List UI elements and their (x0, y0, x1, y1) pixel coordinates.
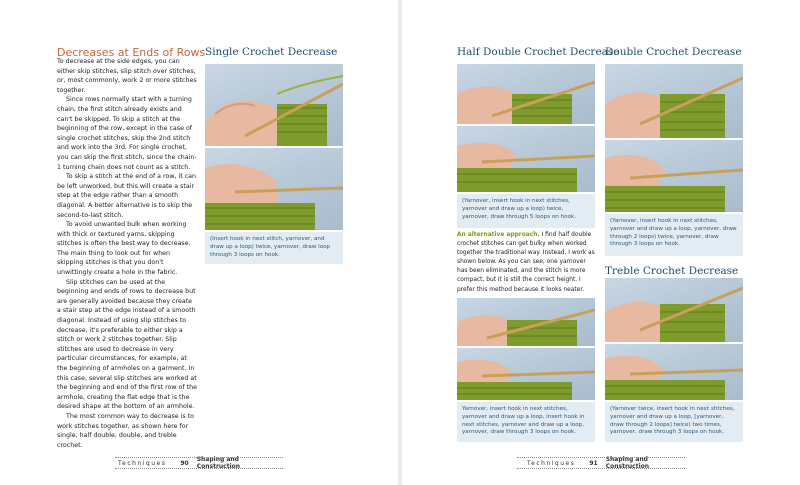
dc-caption: (Yarnover, insert hook in next stitches, yarnover and draw up a loop, yarnover, draw through 2 loops) twice, yarnover, draw through 3 loops on hook. (605, 214, 743, 256)
footer-section: Techniques (118, 459, 167, 467)
treble-heading: Treble Crochet Decrease (605, 265, 739, 277)
single-crochet-heading: Single Crochet Decrease (205, 46, 338, 58)
alt-photo-1 (457, 298, 595, 346)
body-text (57, 57, 197, 450)
footer-chapter: Shaping and Construction (605, 456, 650, 470)
paragraph: Since rows normally start with a turning chain, the first stitch already exists and can't be skipped. To skip a stitch at the beginning of the row, except in the case of single crochet stitches, skip the 2nd stitch and work into the 3rd. For single crochet, you can skip the first stitch, since the chain-1 turning chain does not count as a stitch. (57, 96, 197, 171)
dc-heading: Double Crochet Decrease (605, 46, 742, 58)
hdc-caption: (Yarnover, insert hook in next stitches, yarnover and draw up a loop) twice, yarnover, draw through 5 loops on hook. (457, 194, 595, 228)
footer-section: Techniques (527, 459, 576, 467)
hdc-photo-1 (457, 64, 595, 124)
hand-with-hook-photo (605, 344, 743, 400)
alt-photo-2 (457, 348, 595, 400)
paragraph: To decrease at the side edges, you can either skip stitches, slip stitch over stitches, or, most commonly, work 2 or more stitches together. (57, 58, 197, 94)
footer-chapter: Shaping and Construction (196, 456, 241, 470)
hand-with-hook-photo (605, 140, 743, 212)
hdc-heading: Half Double Crochet Decrease (457, 46, 620, 58)
paragraph: To skip a stitch at the end of a row, it can be left unworked, but this will create a stair step at the edge rather than a smooth diagonal. A better alternative is to skip the second-to-last stitch. (57, 173, 197, 219)
treble-photo-2 (605, 344, 743, 400)
footer-right (517, 457, 685, 469)
page-number: 91 (589, 459, 598, 467)
footer-left (115, 457, 283, 469)
dc-photo-1 (605, 64, 743, 138)
alternative-approach-body: I find half double crochet stitches can get bulky when worked together the traditional way. Instead, I work as shown below. As you can see, one yarnover has been eliminated, and the stitch is more compact, but it is still the correct height. I prefer this method because it looks neater. (457, 232, 595, 293)
hand-with-hook-photo (605, 64, 743, 138)
single-crochet-caption: (Insert hook in next stitch, yarnover, and draw up a loop) twice, yarnover, draw loop through 3 loops on hook. (205, 232, 343, 264)
paragraph: To avoid unwanted bulk when working with thick or textured yarns, skipping stitches is often the best way to decrease. The main thing to look out for when skipping stitches is that you don't unwittingly create a hole in the fabric. (57, 221, 191, 277)
paragraph: The most common way to decrease is to work stitches together, as shown here for single, half double, double, and treble crochet. (57, 412, 194, 449)
hand-with-hook-photo (205, 64, 343, 146)
treble-caption: (Yarnover twice, insert hook in next stitches, yarnover and draw up a loop, [yarnover, draw through 2 loops] twice) two times, yarnover, draw through 3 loops on hook. (605, 402, 743, 442)
alternative-approach-label: An alternative approach. (457, 232, 540, 238)
hand-with-hook-photo (457, 64, 595, 124)
hand-with-hook-photo (457, 126, 595, 192)
hdc-photo-2 (457, 126, 595, 192)
hand-with-hook-photo (605, 278, 743, 342)
hand-with-hook-photo (457, 348, 595, 400)
treble-photo-1 (605, 278, 743, 342)
single-crochet-photo-2 (205, 148, 343, 230)
alternative-approach-text (457, 231, 595, 295)
book-gutter (398, 0, 402, 485)
section-heading: Decreases at Ends of Rows (57, 46, 206, 59)
hand-with-hook-photo (457, 298, 595, 346)
paragraph: Slip stitches can be used at the beginning and ends of rows to decrease but are generally avoided because they create a stair step at the edge instead of a smooth diagonal. Instead of using slip stitches to decrease, it's preferable to either skip a stitch or work 2 stitches together. Slip stitches are used to decrease in very particular circumstances, for example, at the beginning of armholes on a garment. In this case, several slip stitches are worked at the beginning and end of the first row of the armhole, creating the flat edge that is the desired shape at the bottom of an armhole. (57, 278, 197, 411)
hand-with-hook-photo (205, 148, 343, 230)
dc-photo-2 (605, 140, 743, 212)
alt-caption: Yarnover, insert hook in next stitches, yarnover and draw up a loop, insert hook in next stitches, yarnover and draw up a loop, yarnover, draw through 3 loops on hook. (457, 402, 595, 442)
single-crochet-photo-1 (205, 64, 343, 146)
page-number: 90 (180, 459, 189, 467)
